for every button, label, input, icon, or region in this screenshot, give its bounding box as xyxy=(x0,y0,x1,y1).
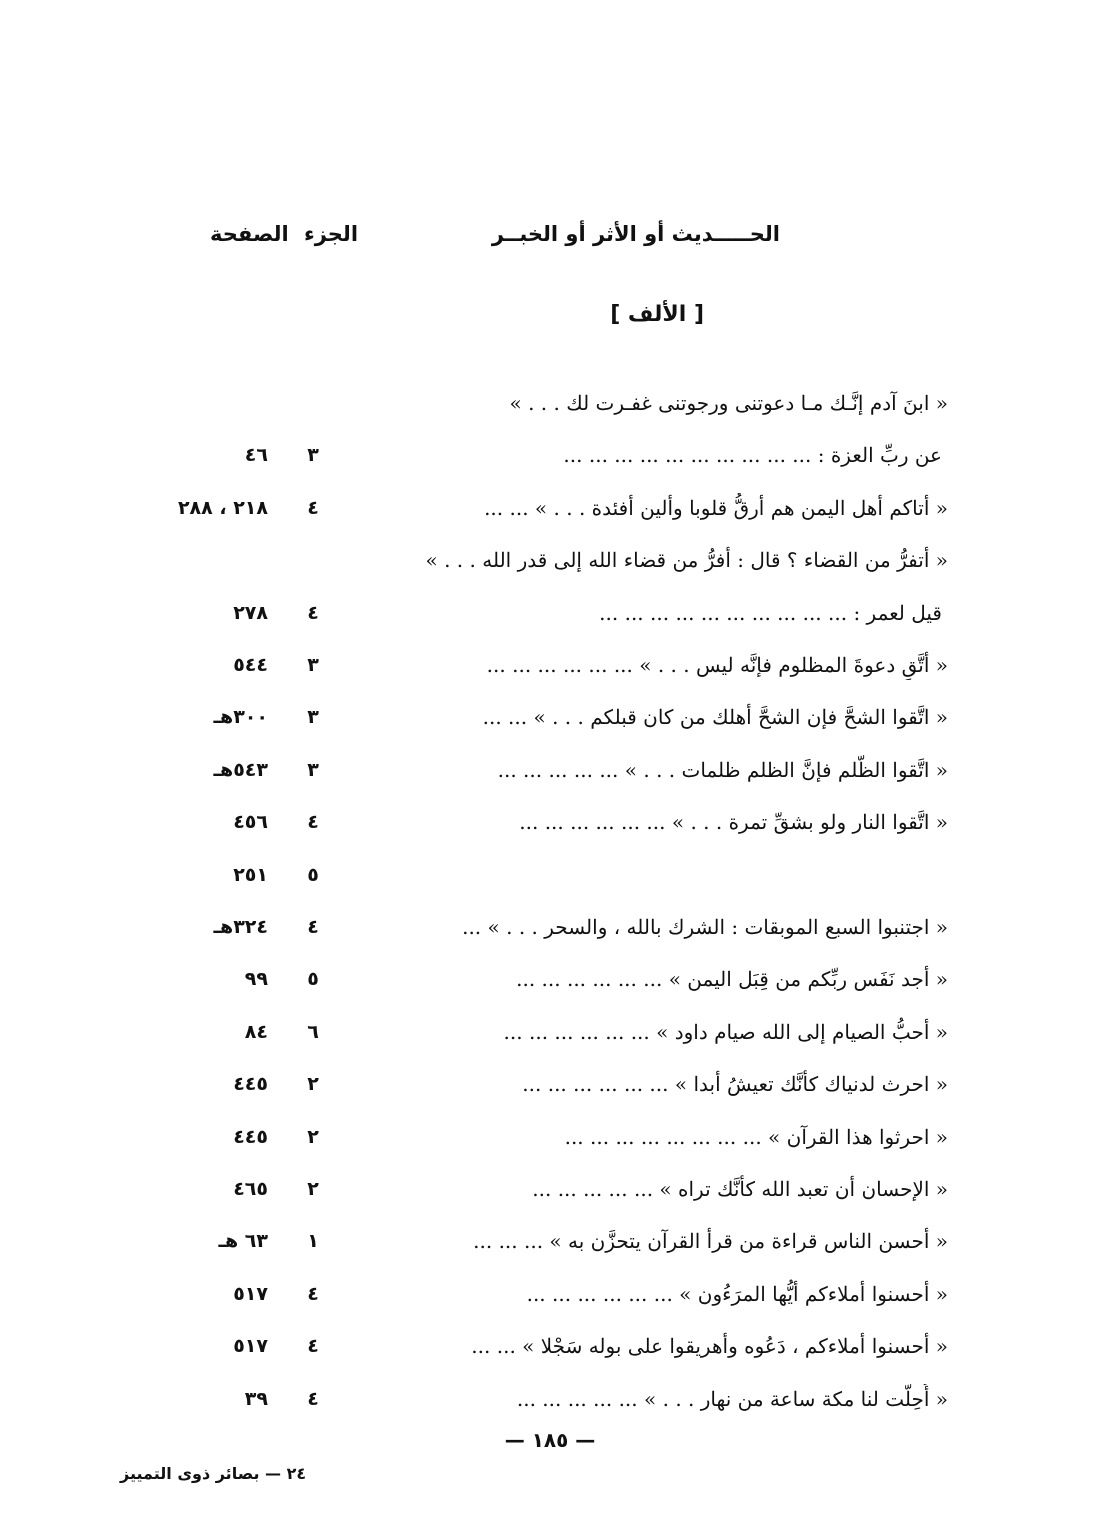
page-reference: ٥١٧ xyxy=(233,1335,268,1357)
hadith-text: « اتَّقوا الظُّلم فإنَّ الظلم ظلمات . . . » ... ... ... ... ... xyxy=(497,758,948,782)
hadith-text: « اجتنبوا السبع الموبقات : الشرك بالله ، والسحر . . . » ... xyxy=(462,915,948,939)
hadith-text: « أتاكم أهل اليمن هم أرقُّ قلوبا وألين أفئدة . . . » ... ... xyxy=(484,496,948,520)
hadith-text: « أحبُّ الصيام إلى الله صيام داود » ... ... ... ... ... ... xyxy=(503,1020,948,1044)
hadith-text: « احرثوا هذا القرآن » ... ... ... ... ... ... ... ... xyxy=(564,1125,948,1149)
page-reference: ٨٤ xyxy=(244,1021,268,1043)
part-number: ٤ xyxy=(307,1388,319,1410)
table-row xyxy=(0,1279,1108,1319)
hadith-text: « احرث لدنياك كأنَّك تعيشُ أبدا » ... ... ... ... ... ... xyxy=(522,1072,948,1096)
part-number: ٤ xyxy=(307,497,319,519)
section-title: [ الألف ] xyxy=(610,302,704,327)
page-reference: ٣٠٠هـ xyxy=(213,706,268,728)
hadith-text: « أُحِلَّت لنا مكة ساعة من نهار . . . » ... ... ... ... ... xyxy=(516,1387,948,1411)
table-row xyxy=(0,1331,1108,1371)
part-number: ٣ xyxy=(307,706,319,728)
part-number: ٤ xyxy=(307,602,319,624)
part-number: ٢ xyxy=(307,1126,319,1148)
part-number: ٤ xyxy=(307,1283,319,1305)
hadith-text: « أحسن الناس قراءة من قرأ القرآن يتحزَّن به » ... ... ... xyxy=(473,1229,948,1253)
table-row xyxy=(0,807,1108,847)
page-reference: ٩٩ xyxy=(244,968,268,990)
part-number: ٣ xyxy=(307,444,319,466)
hadith-text: عن ربِّ العزة : ... ... ... ... ... ... ... ... ... ... xyxy=(563,443,942,467)
footer-note: ٢٤ — بصائر ذوى التمييز xyxy=(120,1464,307,1483)
hadith-text: « اتَّقوا الشحَّ فإن الشحَّ أهلك من كان قبلكم . . . » ... ... xyxy=(482,705,948,729)
page-reference: ٢٥١ xyxy=(233,864,268,886)
page-number: — ١٨٥ — xyxy=(504,1428,596,1452)
hadith-text: « أتفرُّ من القضاء ؟ قال : أفرُّ من قضاء الله إلى قدر الله . . . » xyxy=(425,548,948,572)
hadith-text: « اتَّقوا النار ولو بشقِّ تمرة . . . » ... ... ... ... ... ... xyxy=(519,810,948,834)
hadith-text: « أحسنوا أملاءكم ، دَعُوه وأهريقوا على بوله سَجْلا » ... ... xyxy=(471,1334,948,1358)
table-row xyxy=(0,1174,1108,1214)
page-reference: ٥٤٤ xyxy=(233,654,268,676)
part-number: ٢ xyxy=(307,1073,319,1095)
table-row xyxy=(0,493,1108,533)
part-number: ٢ xyxy=(307,1178,319,1200)
table-row xyxy=(0,388,1108,428)
part-number: ٤ xyxy=(307,916,319,938)
hadith-text: « أحسنوا أملاءكم أيُّها المرَءُون » ... ... ... ... ... ... xyxy=(526,1282,948,1306)
page-reference: ٤٦٥ xyxy=(233,1178,268,1200)
hadith-text: قيل لعمر : ... ... ... ... ... ... ... ... ... ... xyxy=(599,601,942,625)
page-reference: ٢٧٨ xyxy=(233,602,268,624)
page-reference: ٤٦ xyxy=(244,444,268,466)
table-row xyxy=(0,964,1108,1004)
page-reference: ٥٤٣هـ xyxy=(213,759,268,781)
part-number: ٣ xyxy=(307,654,319,676)
part-number: ١ xyxy=(307,1230,319,1252)
table-row xyxy=(0,755,1108,795)
table-row xyxy=(0,1017,1108,1057)
table-row xyxy=(0,1069,1108,1109)
page-reference: ٤٤٥ xyxy=(233,1073,268,1095)
table-row xyxy=(0,702,1108,742)
part-number: ٤ xyxy=(307,1335,319,1357)
table-row xyxy=(0,1384,1108,1424)
page-reference: ٣٩ xyxy=(244,1388,268,1410)
hadith-text: « أجد نَفَس ربِّكم من قِبَل اليمن » ... ... ... ... ... ... xyxy=(516,967,948,991)
page-reference: ٦٣ هـ xyxy=(218,1230,268,1252)
part-number: ٣ xyxy=(307,759,319,781)
column-header-hadith: الحـــــديث أو الأثر أو الخبــر xyxy=(491,222,780,246)
table-row xyxy=(0,912,1108,952)
part-number: ٥ xyxy=(307,968,319,990)
hadith-text: « الإحسان أن تعبد الله كأنَّك تراه » ... ... ... ... ... xyxy=(532,1177,948,1201)
table-row xyxy=(0,1226,1108,1266)
page-reference: ٤٥٦ xyxy=(233,811,268,833)
page-reference: ٢١٨ ، ٢٨٨ xyxy=(177,497,268,519)
table-row xyxy=(0,650,1108,690)
table-row xyxy=(0,545,1108,585)
page-reference: ٣٢٤هـ xyxy=(213,916,268,938)
part-number: ٦ xyxy=(307,1021,319,1043)
part-number: ٤ xyxy=(307,811,319,833)
table-row xyxy=(0,860,1108,900)
page-reference: ٥١٧ xyxy=(233,1283,268,1305)
column-header-page: الصفحة xyxy=(210,222,289,246)
hadith-text: « ابنَ آدم إنَّـك مـا دعوتنى ورجوتنى غفـرت لك . . . » xyxy=(509,391,948,415)
table-row xyxy=(0,598,1108,638)
page-reference: ٤٤٥ xyxy=(233,1126,268,1148)
part-number: ٥ xyxy=(307,864,319,886)
column-header-part: الجزء xyxy=(304,222,359,246)
table-row xyxy=(0,1122,1108,1162)
table-row xyxy=(0,440,1108,480)
hadith-text: « أتَّقِ دعوةَ المظلوم فإنَّه ليس . . . » ... ... ... ... ... ... xyxy=(486,653,948,677)
